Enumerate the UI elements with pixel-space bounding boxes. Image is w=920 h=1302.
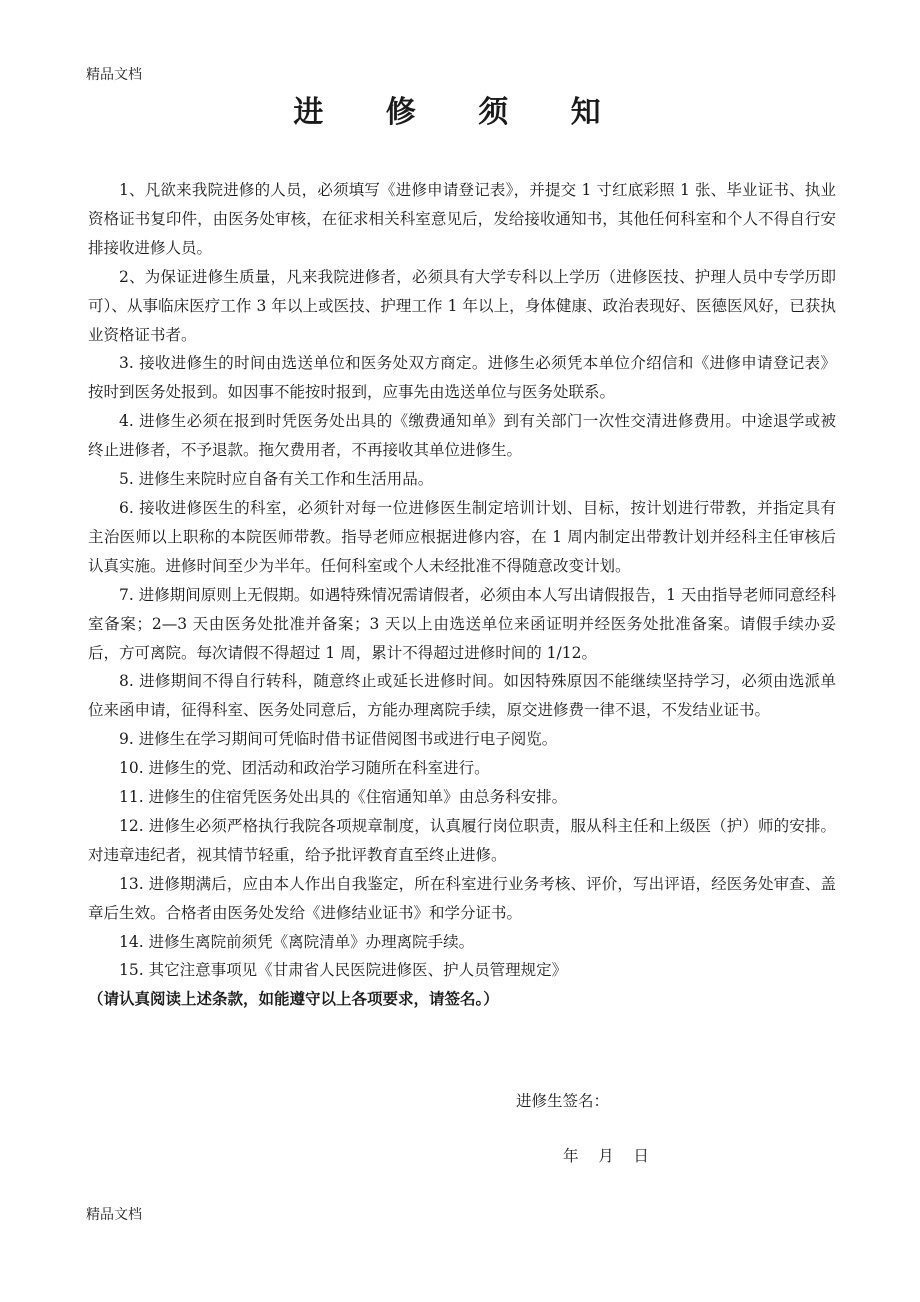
clause-5: 5. 进修生来院时应自备有关工作和生活用品。: [119, 470, 434, 489]
clause-8: 8. 进修期间不得自行转科，随意终止或延长进修时间。如因特殊原因不能继续坚持学习，必须由选派单位来函申请，征得科室、医务处同意后，方能办理离院手续，原交进修费一律不退，不发结业证书。: [88, 672, 836, 720]
clause-14: 14. 进修生离院前须凭《离院清单》办理离院手续。: [119, 932, 475, 951]
clause-6: 6. 接收进修医生的科室，必须针对每一位进修医生制定培训计划、目标，按计划进行带教，并指定具有主治医师以上职称的本院医师带教。指导老师应根据进修内容，在 1 周内制定出带教计划并经科主任审核后认真实施。进修时间至少为半年。任何科室或个人未经批准不得随意改变计划。: [88, 498, 836, 575]
footer-label: 精品文档: [86, 1207, 142, 1223]
clause-11: 11. 进修生的住宿凭医务处出具的《住宿通知单》由总务科安排。: [119, 788, 568, 807]
clause-12: 12. 进修生必须严格执行我院各项规章制度，认真履行岗位职责，服从科主任和上级医（护）师的安排。对违章违纪者，视其情节轻重，给予批评教育直至终止进修。: [88, 816, 836, 864]
signing-notice: （请认真阅读上述条款，如能遵守以上各项要求，请签名。）: [88, 990, 499, 1009]
clause-3: 3. 接收进修生的时间由选送单位和医务处双方商定。进修生必须凭本单位介绍信和《进修申请登记表》按时到医务处报到。如因事不能按时报到，应事先由选送单位与医务处联系。: [88, 354, 836, 402]
clause-1: 1、凡欲来我院进修的人员，必须填写《进修申请登记表》，并提交 1 寸红底彩照 1 张、毕业证书、执业资格证书复印件，由医务处审核，在征求相关科室意见后，发给接收通知书，其他任何科室和个人不得自行安排接收进修人员。: [88, 181, 836, 257]
clause-10: 10. 进修生的党、团活动和政治学习随所在科室进行。: [119, 759, 490, 778]
page-title: 进 修 须 知: [293, 95, 627, 130]
clause-9: 9. 进修生在学习期间可凭临时借书证借阅图书或进行电子阅览。: [119, 730, 558, 749]
header-label: 精品文档: [86, 67, 142, 83]
clause-7: 7. 进修期间原则上无假期。如遇特殊情况需请假者，必须由本人写出请假报告，1 天由指导老师同意经科室备案；2—3 天由医务处批准并备案；3 天以上由选送单位来函证明并经医务处批准备案。请假手续办妥后，方可离院。每次请假不得超过 1 周，累计不得超过进修时间的 1/12。: [88, 585, 836, 662]
signature-label: 进修生签名：: [516, 1092, 610, 1110]
clause-4: 4. 进修生必须在报到时凭医务处出具的《缴费通知单》到有关部门一次性交清进修费用。中途退学或被终止进修者，不予退款。拖欠费用者，不再接收其单位进修生。: [88, 412, 836, 460]
clause-13: 13. 进修期满后，应由本人作出自我鉴定，所在科室进行业务考核、评价，写出评语，经医务处审查、盖章后生效。合格者由医务处发给《进修结业证书》和学分证书。: [88, 874, 836, 922]
clause-15: 15. 其它注意事项见《甘肃省人民医院进修医、护人员管理规定》: [119, 961, 568, 980]
document-body: [88, 176, 836, 1014]
date-line: 年 月 日: [563, 1147, 649, 1165]
clause-2: 2、为保证进修生质量，凡来我院进修者，必须具有大学专科以上学历（进修医技、护理人员中专学历即可）、从事临床医疗工作 3 年以上或医技、护理工作 1 年以上，身体健康、政治表现好、医德医风好，已获执业资格证书者。: [88, 267, 836, 344]
